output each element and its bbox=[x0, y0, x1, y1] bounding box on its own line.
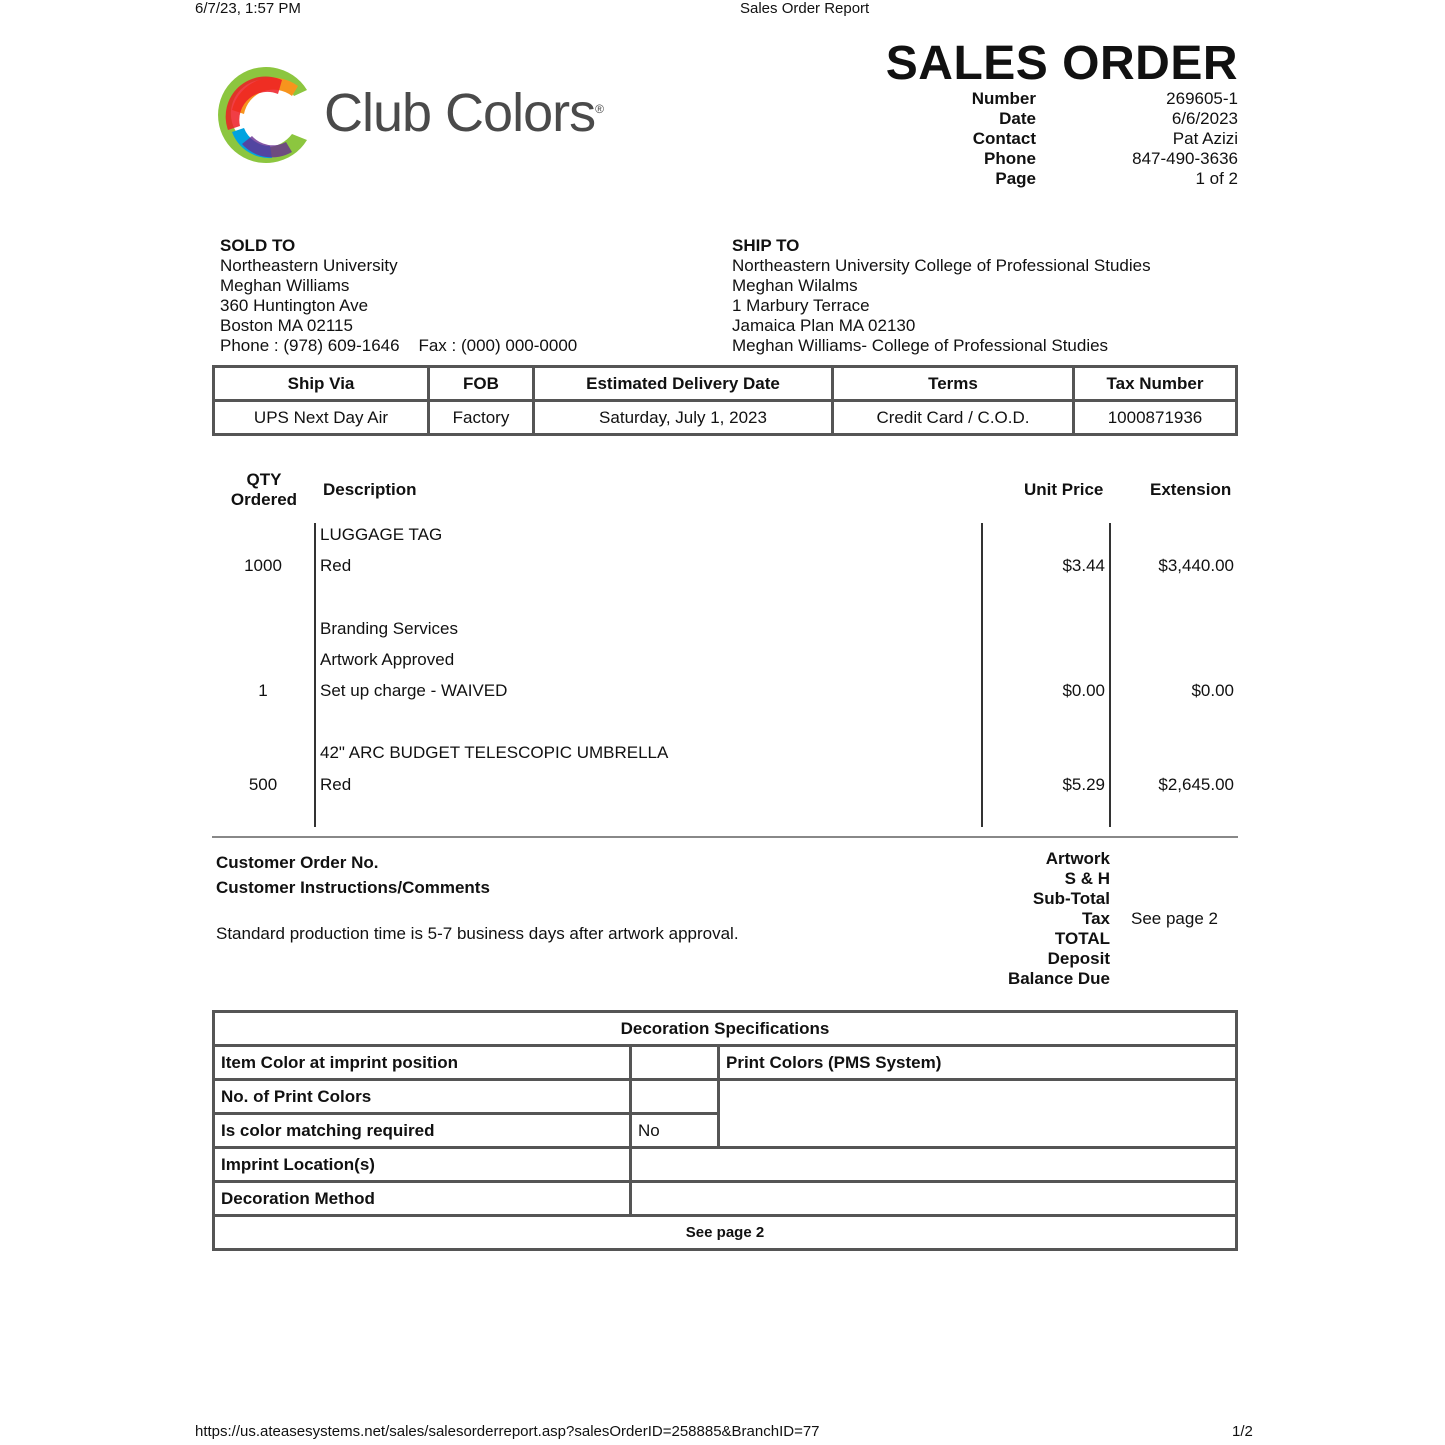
tax-number-header: Tax Number bbox=[1074, 367, 1237, 401]
items-separator bbox=[212, 836, 1238, 838]
total-label-total: TOTAL bbox=[1054, 929, 1110, 948]
shipping-table bbox=[212, 365, 1238, 436]
total-label-deposit: Deposit bbox=[1047, 949, 1110, 968]
print-colors-label: Print Colors (PMS System) bbox=[719, 1046, 1237, 1080]
ship-to-line: Jamaica Plan MA 02130 bbox=[732, 316, 916, 335]
logo-wordmark: Club Colors® bbox=[324, 83, 603, 143]
decoration-title: Decoration Specifications bbox=[214, 1012, 1237, 1046]
ship-to-label: SHIP TO bbox=[732, 236, 800, 255]
item-qty: 1 bbox=[258, 681, 268, 700]
item-qty: 1000 bbox=[244, 556, 282, 575]
fob-value: Factory bbox=[429, 401, 534, 435]
unit-price-header: Unit Price bbox=[1024, 480, 1104, 499]
print-page-number: 1/2 bbox=[1232, 1423, 1253, 1440]
item-title: Branding Services bbox=[320, 619, 458, 638]
terms-value: Credit Card / C.O.D. bbox=[833, 401, 1074, 435]
num-colors-value bbox=[631, 1080, 719, 1114]
item-desc: Red bbox=[320, 556, 352, 575]
description-header: Description bbox=[323, 480, 417, 499]
ship-to-line: Meghan Wilalms bbox=[732, 276, 858, 295]
print-colors-value bbox=[719, 1080, 1237, 1148]
ship-to-line: 1 Marbury Terrace bbox=[732, 296, 870, 315]
customer-order-no-label: Customer Order No. bbox=[216, 853, 379, 872]
sold-to-line: Meghan Williams bbox=[220, 276, 350, 295]
fob-header: FOB bbox=[429, 367, 534, 401]
meta-date: Date 6/6/2023 bbox=[999, 109, 1238, 128]
column-divider bbox=[981, 523, 983, 827]
logo-swirl-icon bbox=[212, 60, 322, 170]
customer-instructions-text: Standard production time is 5-7 business days after artwork approval. bbox=[216, 924, 739, 943]
print-url: https://us.ateasesystems.net/sales/salesorderreport.asp?salesOrderID=258885&BranchID=77 bbox=[195, 1423, 820, 1440]
num-colors-label: No. of Print Colors bbox=[214, 1080, 631, 1114]
item-subtitle: Artwork Approved bbox=[320, 650, 455, 669]
ship-via-value: UPS Next Day Air bbox=[214, 401, 429, 435]
extension-header: Extension bbox=[1150, 480, 1232, 499]
total-label-balance: Balance Due bbox=[1007, 969, 1110, 988]
total-label-tax: Tax bbox=[1081, 909, 1110, 928]
item-unit-price: $5.29 bbox=[1062, 775, 1105, 794]
sold-to-line: Phone : (978) 609-1646 Fax : (000) 000-0000 bbox=[220, 336, 578, 355]
item-color-label: Item Color at imprint position bbox=[214, 1046, 631, 1080]
order-meta bbox=[900, 89, 1238, 189]
item-extension: $3,440.00 bbox=[1158, 556, 1234, 575]
decoration-table bbox=[212, 1010, 1238, 1251]
customer-instructions-label: Customer Instructions/Comments bbox=[216, 878, 490, 897]
decoration-method-label: Decoration Method bbox=[214, 1182, 631, 1216]
sold-to-block bbox=[220, 236, 577, 356]
meta-contact: Contact Pat Azizi bbox=[972, 129, 1238, 148]
sold-to-line: Northeastern University bbox=[220, 256, 398, 275]
item-desc: Red bbox=[320, 775, 352, 794]
item-title: 42" ARC BUDGET TELESCOPIC UMBRELLA bbox=[320, 743, 669, 762]
tax-number-value: 1000871936 bbox=[1074, 401, 1237, 435]
totals-note: See page 2 bbox=[1131, 909, 1218, 928]
item-desc: Set up charge - WAIVED bbox=[320, 681, 508, 700]
meta-phone: Phone 847-490-3636 bbox=[984, 149, 1238, 168]
meta-page: Page 1 of 2 bbox=[995, 169, 1238, 188]
total-label-artwork: Artwork bbox=[1045, 849, 1110, 868]
terms-header: Terms bbox=[833, 367, 1074, 401]
sold-to-label: SOLD TO bbox=[220, 236, 296, 255]
decoration-method-value bbox=[631, 1182, 1237, 1216]
total-label-subtotal: Sub-Total bbox=[1032, 889, 1110, 908]
totals-labels bbox=[960, 849, 1110, 989]
color-match-label: Is color matching required bbox=[214, 1114, 631, 1148]
ship-to-line: Meghan Williams- College of Professional Studies bbox=[732, 336, 1109, 355]
imprint-location-label: Imprint Location(s) bbox=[214, 1148, 631, 1182]
print-datetime: 6/7/23, 1:57 PM bbox=[195, 0, 301, 17]
item-unit-price: $3.44 bbox=[1062, 556, 1105, 575]
club-colors-logo bbox=[212, 60, 603, 170]
ship-to-line: Northeastern University College of Professional Studies bbox=[732, 256, 1151, 275]
delivery-date-value: Saturday, July 1, 2023 bbox=[534, 401, 833, 435]
ship-via-header: Ship Via bbox=[214, 367, 429, 401]
item-extension: $2,645.00 bbox=[1158, 775, 1234, 794]
item-extension: $0.00 bbox=[1191, 681, 1234, 700]
column-divider bbox=[314, 523, 316, 827]
page-title: SALES ORDER bbox=[885, 37, 1238, 90]
ship-to-block bbox=[732, 236, 1151, 356]
color-match-value: No bbox=[631, 1114, 719, 1148]
meta-number: Number 269605-1 bbox=[971, 89, 1238, 108]
total-label-sh: S & H bbox=[1064, 869, 1110, 888]
sold-to-line: 360 Huntington Ave bbox=[220, 296, 369, 315]
sold-to-line: Boston MA 02115 bbox=[220, 316, 353, 335]
qty-header: QTY Ordered bbox=[230, 470, 298, 509]
item-color-value bbox=[631, 1046, 719, 1080]
print-page-title: Sales Order Report bbox=[740, 0, 870, 17]
column-divider bbox=[1109, 523, 1111, 827]
item-unit-price: $0.00 bbox=[1062, 681, 1105, 700]
delivery-date-header: Estimated Delivery Date bbox=[534, 367, 833, 401]
item-qty: 500 bbox=[248, 775, 278, 794]
decoration-footer: See page 2 bbox=[214, 1216, 1237, 1250]
item-title: LUGGAGE TAG bbox=[320, 525, 443, 544]
imprint-location-value bbox=[631, 1148, 1237, 1182]
